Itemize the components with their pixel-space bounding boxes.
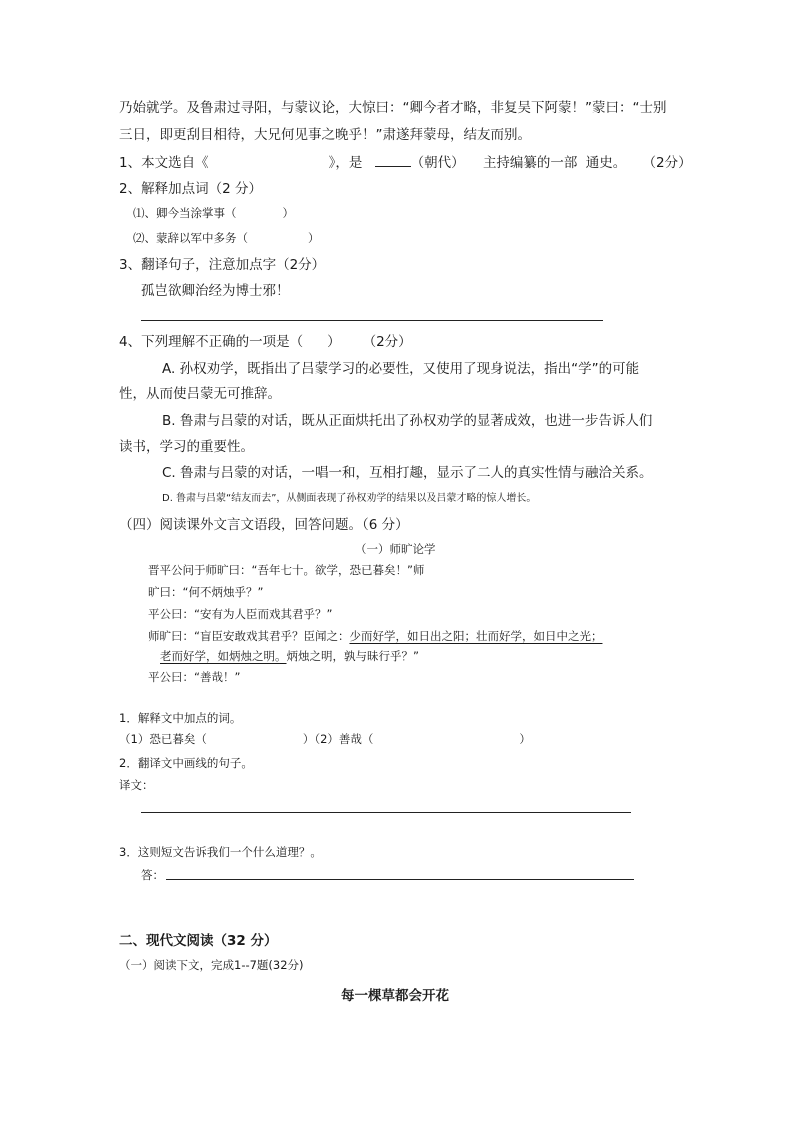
q2-item-1-close: ）: [282, 206, 294, 220]
extra-q1-a: （1）恐已暮矣（: [119, 732, 207, 746]
question-4-title: [119, 333, 412, 351]
q4-option-d: D. 鲁肃与吕蒙“结友而去”，从侧面表现了孙权劝学的结果以及吕蒙才略的惊人增长。: [162, 493, 537, 504]
q4-score: （2分）: [362, 334, 412, 350]
passage-2-line-4: [148, 627, 602, 645]
q4-option-b-line-2: 读书，学习的重要性。: [119, 439, 254, 455]
q4-option-b-line-1: B. 鲁肃与吕蒙的对话，既从正面烘托出了孙权劝学的显著成效，也进一步告诉人们: [162, 413, 653, 429]
section-4-heading: （四）阅读课外文言文语段，回答问题。（6 分）: [119, 517, 409, 533]
q2-item-2-text: ⑵、蒙辞以军中多务（: [133, 231, 248, 245]
question-3-title: 3、翻译句子，注意加点字（2分）: [119, 257, 326, 273]
q4-title-text: 4、下列理解不正确的一项是（: [119, 334, 304, 350]
q2-item-2-close: ）: [308, 231, 320, 245]
passage-2-line-6: 平公曰：“善哉！”: [148, 670, 241, 684]
article-title: 每一棵草都会开花: [341, 988, 449, 1004]
passage-2-line-4-underlined: 少而好学，如日出之阳；壮而好学，如日中之光；: [349, 629, 603, 643]
passage-2-line-1: 晋平公问于师旷曰：“吾年七十。欲学，恐已暮矣！”师: [148, 563, 425, 577]
q1-era: （朝代）: [410, 155, 465, 171]
extra-q1-items: [119, 730, 531, 748]
q4-option-a-line-2: 性，从而使吕蒙无可推辞。: [119, 386, 281, 402]
q4-option-c: C. 鲁肃与吕蒙的对话，一唱一和，互相打趣，显示了二人的真实性情与融洽关系。: [162, 465, 653, 481]
question-1: [119, 153, 692, 172]
q1-tail: 通史。: [585, 155, 627, 171]
q2-item-1: [133, 204, 294, 222]
passage-2-line-5-underlined: 老而好学，如炳烛之明。: [160, 649, 287, 663]
q2-item-2: [133, 229, 320, 247]
q4-option-a-line-1: A. 孙权劝学，既指出了吕蒙学习的必要性，又使用了现身说法，指出“学”的可能: [162, 361, 640, 377]
section-4-subtitle: （一）师旷论学: [355, 542, 436, 556]
q3-answer-line[interactable]: [141, 320, 603, 321]
extra-q2-title: 2．翻译文中画线的句子。: [119, 756, 253, 770]
extra-q3-title: 3．这则短文告诉我们一个什么道理？。: [119, 845, 322, 859]
question-2-title: 2、解释加点词（2 分）: [119, 181, 262, 197]
extra-q1-title: 1．解释文中加点的词。: [119, 711, 242, 725]
passage-2-line-3: 平公曰：“安有为人臣而戏其君乎？”: [148, 607, 333, 621]
passage-line-1: 乃始就学。及鲁肃过寻阳，与蒙议论，大惊曰：“卿今者才略，非复吴下阿蒙！”蒙曰：“士别: [119, 100, 667, 116]
passage-2-line-5-plain: 炳烛之明，孰与昧行乎？”: [286, 649, 419, 663]
q3-sentence: 孤岂欲卿治经为博士邪！: [141, 283, 290, 299]
extra-q1-a-close: ）: [302, 732, 315, 746]
extra-q1-b: （2）善哉（: [314, 732, 374, 746]
q2-item-1-text: ⑴、卿今当涂掌事（: [133, 206, 237, 220]
extra-q2-answer-line[interactable]: [141, 812, 631, 813]
extra-q3-answer-line[interactable]: [166, 879, 634, 880]
passage-2-line-5: [160, 647, 419, 665]
part-2-subheading: （一）阅读下文，完成1--7题(32分): [119, 958, 304, 972]
q1-mid: 主持编纂的一部: [482, 155, 578, 171]
q1-score: （2分）: [642, 155, 692, 171]
passage-2-line-2: 旷曰：“何不炳烛乎？”: [148, 585, 264, 599]
q4-title-close: ）: [327, 334, 341, 350]
passage-line-2: 三日，即更刮目相待，大兄何见事之晚乎！”肃遂拜蒙母，结友而别。: [119, 127, 531, 143]
part-2-heading: 二、现代文阅读（32 分）: [119, 933, 278, 949]
q1-prefix: 1、本文选自《: [119, 155, 209, 171]
passage-2-line-4-plain: 师旷曰：“盲臣安敢戏其君乎？臣闻之：: [148, 629, 350, 643]
q1-era-blank[interactable]: [375, 153, 411, 167]
q1-close: 》，是: [328, 155, 363, 171]
extra-q2-label: 译文：: [119, 778, 154, 792]
extra-q1-b-close: ）: [519, 732, 531, 746]
extra-q3-label: 答：: [141, 868, 164, 882]
